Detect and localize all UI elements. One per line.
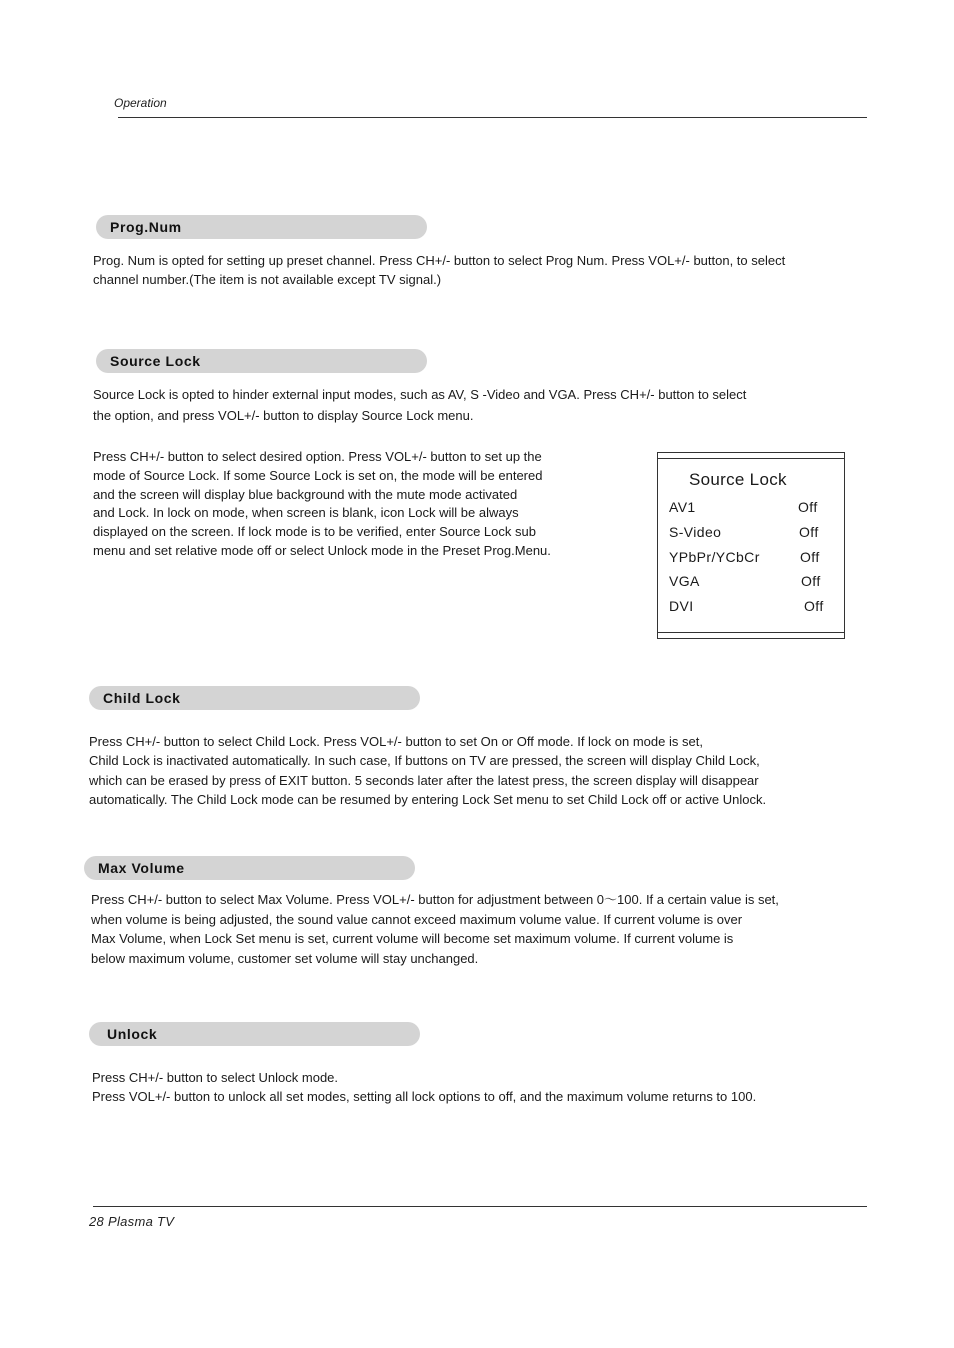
paragraph-line: Press CH+/- button to select Child Lock. Press VOL+/- button to set On or Off mode. If lock on mode is set, (89, 734, 703, 749)
paragraph-line: when volume is being adjusted, the sound value cannot exceed maximum volume value. If current volume is over (91, 911, 743, 927)
max-volume-heading: Max Volume (84, 856, 415, 880)
menu-item-label: AV1 (669, 499, 696, 515)
page-number: 28 Plasma TV (89, 1214, 175, 1229)
menu-title: Source Lock (689, 470, 787, 489)
header-rule (118, 117, 867, 118)
prog-num-heading: Prog.Num (96, 215, 427, 239)
paragraph-line: and the screen will display blue background with the mute mode activated (93, 486, 518, 502)
menu-item-value: Off (804, 598, 824, 614)
menu-item-value: Off (798, 499, 818, 515)
menu-item-value: Off (800, 549, 820, 565)
paragraph-line: Press CH+/- button to select desired option. Press VOL+/- button to set up the (93, 449, 542, 464)
footer-rule (93, 1206, 867, 1207)
menu-item-label: VGA (669, 573, 700, 589)
menu-item-label: S-Video (669, 524, 722, 540)
paragraph-line: Press CH+/- button to select Max Volume. Press VOL+/- button for adjustment between 0～100. If a certain value is set, (91, 892, 779, 907)
source-lock-menu (657, 452, 845, 639)
paragraph-line: which can be erased by press of EXIT button. 5 seconds later after the latest press, the screen display will disappear (89, 772, 759, 788)
unlock-text (92, 1068, 756, 1106)
menu-row-ypbpr (669, 549, 839, 569)
page-section-label: Operation (114, 96, 167, 110)
max-volume-text (91, 890, 779, 968)
child-lock-heading: Child Lock (89, 686, 420, 710)
paragraph-line: below maximum volume, customer set volume will stay unchanged. (91, 950, 479, 966)
menu-row-dvi (669, 598, 839, 618)
paragraph-line: displayed on the screen. If lock mode is to be verified, enter Source Lock sub (93, 524, 536, 540)
paragraph-line: Press VOL+/- button to unlock all set modes, setting all lock options to off, and the maximum volume returns to 100. (92, 1089, 757, 1104)
paragraph-line: Max Volume, when Lock Set menu is set, current volume will become set maximum volume. If current volume is (91, 931, 734, 947)
paragraph-line: and Lock. In lock on mode, when screen is blank, icon Lock will be always (93, 505, 519, 521)
menu-item-value: Off (801, 573, 821, 589)
paragraph-line: menu and set relative mode off or select Unlock mode in the Preset Prog.Menu. (93, 542, 551, 558)
paragraph-line: Child Lock is inactivated automatically. In such case, If buttons on TV are pressed, the screen will display Child Lock, (89, 753, 760, 769)
menu-item-label: YPbPr/YCbCr (669, 549, 760, 565)
menu-row-s-video (669, 524, 839, 544)
paragraph-line: the option, and press VOL+/- button to display Source Lock menu. (93, 408, 474, 423)
paragraph-line: Prog. Num is opted for setting up preset channel. Press CH+/- button to select Prog Num. Press VOL+/- button, to select (93, 253, 786, 268)
source-lock-heading: Source Lock (96, 349, 427, 373)
paragraph-line: Press CH+/- button to select Unlock mode. (92, 1070, 339, 1085)
unlock-heading: Unlock (89, 1022, 420, 1046)
prog-num-text (93, 251, 785, 289)
paragraph-line: channel number.(The item is not available except TV signal.) (93, 272, 442, 287)
source-lock-intro (93, 384, 746, 426)
menu-item-label: DVI (669, 598, 694, 614)
menu-row-vga (669, 573, 839, 593)
paragraph-line: Source Lock is opted to hinder external input modes, such as AV, S -Video and VGA. Press CH+/- button to select (93, 387, 747, 402)
source-lock-detail (93, 448, 551, 561)
menu-row-av1 (669, 499, 839, 519)
child-lock-text (89, 732, 766, 809)
paragraph-line: mode of Source Lock. If some Source Lock is set on, the mode will be entered (93, 467, 543, 483)
paragraph-line: automatically. The Child Lock mode can be resumed by entering Lock Set menu to set Child Lock off or active Unlock. (89, 791, 767, 807)
menu-item-value: Off (799, 524, 819, 540)
